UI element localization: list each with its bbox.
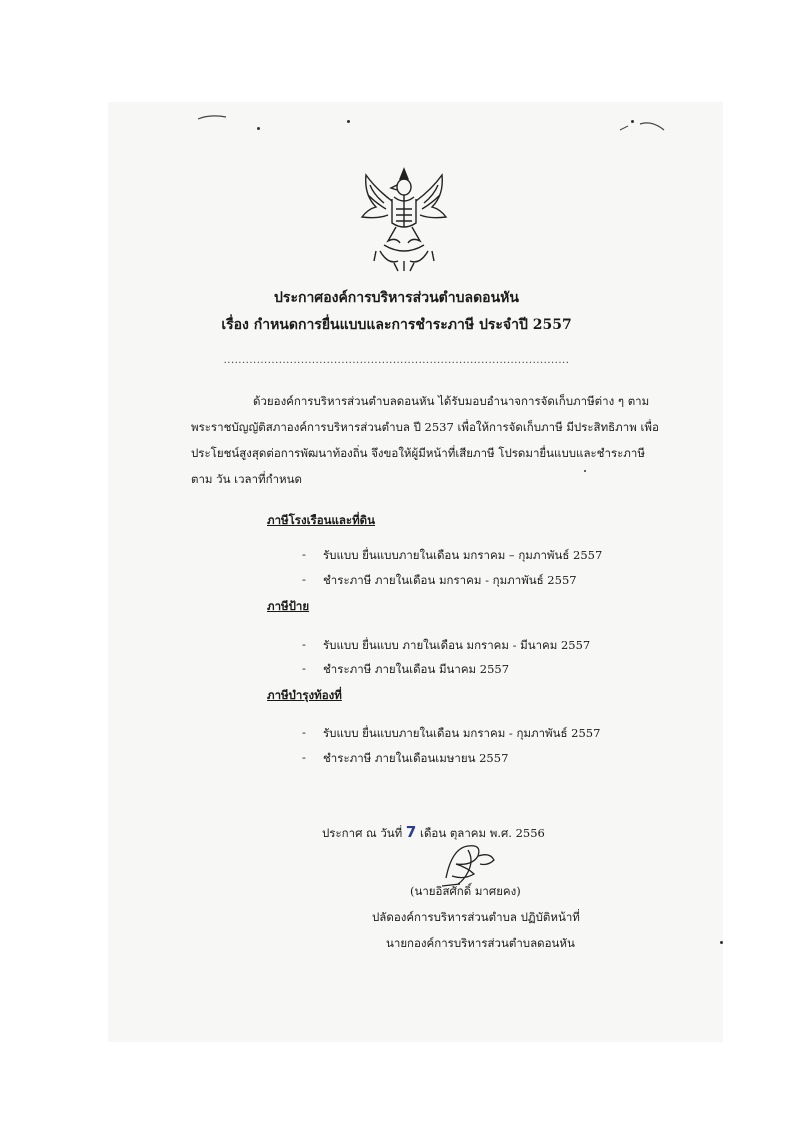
paragraph-line: ด้วยองค์การบริหารส่วนตำบลดอนหัน ได้รับมอบอำนาจการจัดเก็บภาษีต่าง ๆ ตาม [253, 394, 650, 408]
list-item: ชำระภาษี ภายในเดือน มีนาคม 2557 [323, 662, 510, 676]
scan-mark [196, 112, 230, 122]
signatory-position: นายกองค์การบริหารส่วนตำบลดอนหัน [386, 936, 575, 950]
title-separator: .............................................................................................. [223, 355, 570, 366]
list-item: ชำระภาษี ภายในเดือน มกราคม - กุมภาพันธ์ 2557 [323, 573, 577, 587]
list-dash: - [302, 750, 306, 764]
list-dash: - [302, 547, 306, 561]
list-dash: - [302, 725, 306, 739]
section-heading-building-land-tax: ภาษีโรงเรือนและที่ดิน [267, 513, 376, 527]
announcement-suffix: เดือน ตุลาคม พ.ศ. 2556 [420, 826, 545, 840]
scan-speck [347, 120, 350, 123]
paragraph-line: ประโยชน์สูงสุดต่อการพัฒนาท้องถิ่น จึงขอให้ผู้มีหน้าที่เสียภาษี โปรดมายื่นแบบและชำระภาษี [191, 446, 645, 460]
section-heading-local-maintenance-tax: ภาษีบำรุงท้องที่ [267, 688, 342, 702]
document-subject: เรื่อง กำหนดการยื่นแบบและการชำระภาษี ประจำปี 2557 [221, 317, 572, 333]
document-title: ประกาศองค์การบริหารส่วนตำบลดอนหัน [274, 290, 519, 306]
paragraph-line: พระราชบัญญัติสภาองค์การบริหารส่วนตำบล ปี 2537 เพื่อให้การจัดเก็บภาษี มีประสิทธิภาพ เพื่อ [191, 420, 659, 434]
signatory-name: (นายอิสศักดิ์ มาศยคง) [410, 884, 521, 898]
scan-speck [584, 470, 586, 472]
announcement-prefix: ประกาศ ณ วันที่ [322, 826, 403, 840]
scan-speck [720, 941, 723, 944]
list-dash: - [302, 661, 306, 675]
paragraph-line: ตาม วัน เวลาที่กำหนด [191, 472, 302, 486]
signatory-position: ปลัดองค์การบริหารส่วนตำบล ปฏิบัติหน้าที่ [372, 910, 580, 924]
scan-speck [257, 127, 260, 130]
section-heading-signboard-tax: ภาษีป้าย [267, 599, 310, 613]
list-item: ชำระภาษี ภายในเดือนเมษายน 2557 [323, 751, 509, 765]
list-item: รับแบบ ยื่นแบบ ภายในเดือน มกราคม - มีนาคม 2557 [323, 638, 591, 652]
list-item: รับแบบ ยื่นแบบภายในเดือน มกราคม – กุมภาพันธ์ 2557 [323, 548, 603, 562]
announcement-day-handwritten: 7 [405, 823, 417, 841]
list-item: รับแบบ ยื่นแบบภายในเดือน มกราคม - กุมภาพันธ์ 2557 [323, 726, 601, 740]
scan-speck [631, 120, 634, 123]
list-dash: - [302, 637, 306, 651]
announcement-date [322, 823, 545, 843]
garuda-emblem-icon [358, 165, 450, 273]
list-dash: - [302, 572, 306, 586]
scan-mark [618, 118, 666, 134]
